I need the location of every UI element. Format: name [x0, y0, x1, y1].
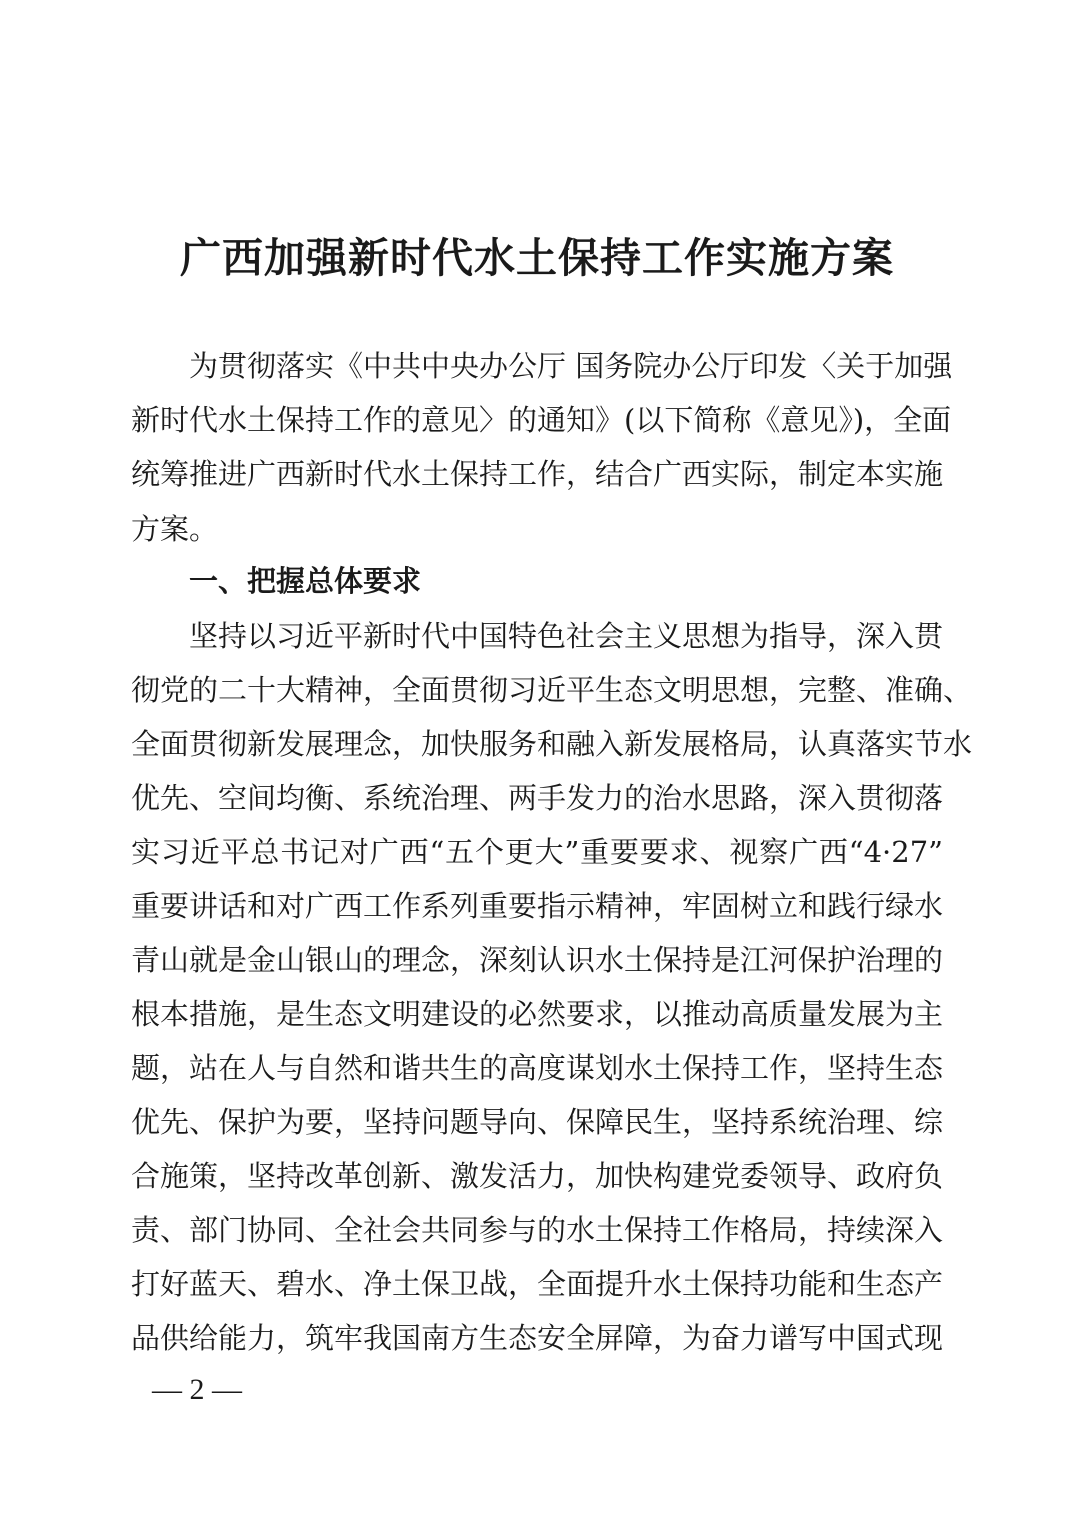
- body-line: 责、部门协同、全社会共同参与的水土保持工作格局，持续深入: [131, 1213, 944, 1247]
- intro-line: 为贯彻落实《中共中央办公厅 国务院办公厅印发〈关于加强: [189, 349, 953, 383]
- body-line: 重要讲话和对广西工作系列重要指示精神，牢固树立和践行绿水: [131, 889, 944, 923]
- section-heading: 一、把握总体要求: [189, 564, 422, 598]
- body-line: 合施策，坚持改革创新、激发活力，加快构建党委领导、政府负: [131, 1159, 944, 1193]
- body-line: 品供给能力，筑牢我国南方生态安全屏障，为奋力谱写中国式现: [131, 1321, 944, 1355]
- body-line: 根本措施，是生态文明建设的必然要求，以推动高质量发展为主: [131, 997, 944, 1031]
- body-line: 全面贯彻新发展理念，加快服务和融入新发展格局，认真落实节水: [131, 727, 973, 761]
- page-number: — 2 —: [152, 1373, 242, 1406]
- intro-line: 方案。: [131, 512, 219, 546]
- body-line: 坚持以习近平新时代中国特色社会主义思想为指导，深入贯: [189, 619, 944, 653]
- body-line: 彻党的二十大精神，全面贯彻习近平生态文明思想，完整、准确、: [131, 673, 973, 707]
- body-line: 打好蓝天、碧水、净土保卫战，全面提升水土保持功能和生态产: [131, 1267, 944, 1301]
- intro-line: 统筹推进广西新时代水土保持工作，结合广西实际，制定本实施: [131, 457, 944, 491]
- body-line: 题，站在人与自然和谐共生的高度谋划水土保持工作，坚持生态: [131, 1051, 944, 1085]
- body-line: 实习近平总书记对广西“五个更大”重要要求、视察广西“4·27”: [131, 835, 943, 869]
- body-line: 青山就是金山银山的理念，深刻认识水土保持是江河保护治理的: [131, 943, 944, 977]
- body-line: 优先、保护为要，坚持问题导向、保障民生，坚持系统治理、综: [131, 1105, 944, 1139]
- document-title: 广西加强新时代水土保持工作实施方案: [180, 234, 894, 282]
- body-line: 优先、空间均衡、系统治理、两手发力的治水思路，深入贯彻落: [131, 781, 944, 815]
- intro-line: 新时代水土保持工作的意见〉的通知》(以下简称《意见》)，全面: [131, 403, 952, 437]
